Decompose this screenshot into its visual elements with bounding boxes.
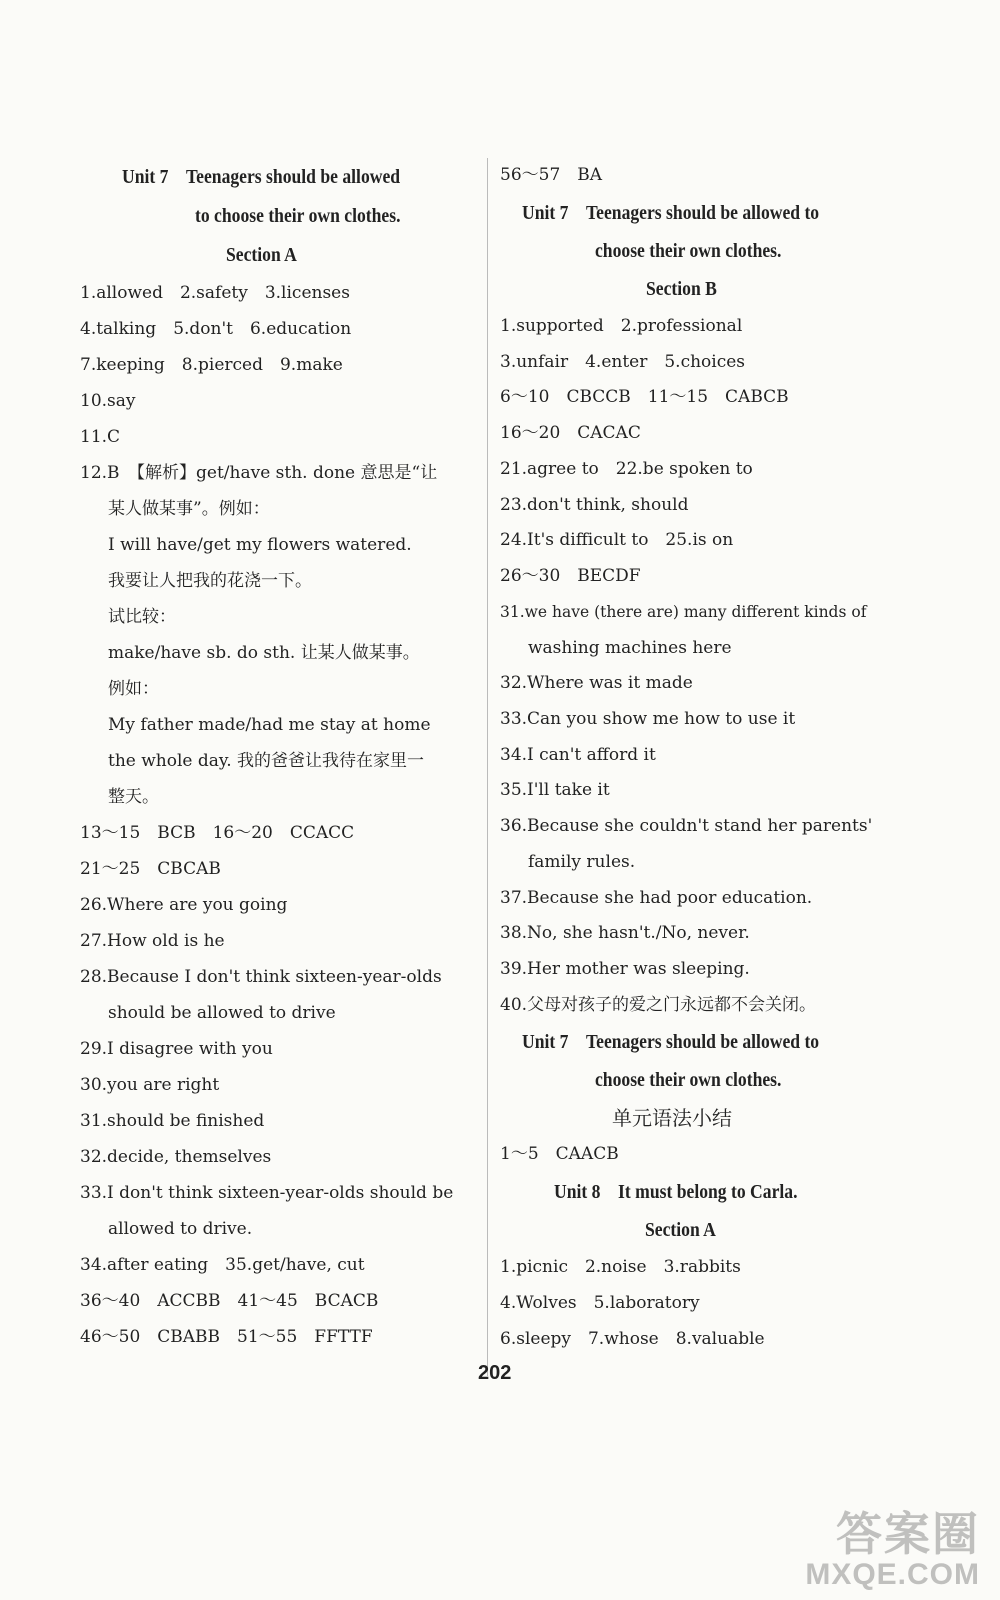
- answer-line: 16～20 CACAC: [500, 423, 641, 443]
- unit8-title: Unit 8 It must belong to Carla.: [554, 1181, 798, 1203]
- answer-line: 3.unfair 4.enter 5.choices: [500, 352, 746, 372]
- answer-line: 例如：: [108, 679, 159, 699]
- unit-title-line2: to choose their own clothes.: [195, 205, 401, 227]
- answer-line: 1～5 CAACB: [500, 1144, 619, 1164]
- answer-line: 23.don't think, should: [500, 495, 689, 515]
- watermark-cn: 答案圈: [836, 1508, 980, 1560]
- answer-line: 11.C: [80, 427, 121, 447]
- answer-line: 28.Because I don't think sixteen-year-olds: [80, 967, 442, 987]
- answer-line: family rules.: [528, 852, 636, 872]
- answer-line: 32.Where was it made: [500, 673, 693, 693]
- answer-line: 某人做某事”。例如：: [108, 499, 270, 519]
- answer-line: 34.after eating 35.get/have, cut: [80, 1255, 365, 1275]
- answer-line: 27.How old is he: [80, 931, 225, 951]
- answer-line: 1.allowed 2.safety 3.licenses: [80, 283, 350, 303]
- answer-line: 40.父母对孩子的爱之门永远都不会关闭。: [500, 995, 817, 1015]
- answer-line: 39.Her mother was sleeping.: [500, 959, 750, 979]
- unit-title-line2: choose their own clothes.: [595, 1069, 782, 1091]
- answer-line: 6～10 CBCCB 11～15 CABCB: [500, 387, 789, 407]
- unit-title-line1: Unit 7 Teenagers should be allowed to: [522, 202, 820, 224]
- grammar-summary-heading: 单元语法小结: [612, 1106, 732, 1130]
- unit-title-line1: Unit 7 Teenagers should be allowed to: [522, 1031, 820, 1053]
- answer-line: My father made/had me stay at home: [108, 715, 431, 735]
- answer-line: 32.decide, themselves: [80, 1147, 272, 1167]
- answer-line: 我要让人把我的花浇一下。: [108, 571, 312, 591]
- answer-line: 4.talking 5.don't 6.education: [80, 319, 352, 339]
- answer-line: 38.No, she hasn't./No, never.: [500, 923, 750, 943]
- answer-line: 33.I don't think sixteen-year-olds should be: [80, 1183, 454, 1203]
- answer-line: 46～50 CBABB 51～55 FFTTF: [80, 1327, 373, 1347]
- answer-line: 6.sleepy 7.whose 8.valuable: [500, 1329, 765, 1349]
- section-heading: Section B: [646, 278, 717, 300]
- answer-line: allowed to drive.: [108, 1219, 253, 1239]
- answer-line: 29.I disagree with you: [80, 1039, 273, 1059]
- answer-line: 31.we have (there are) many different kinds of: [500, 603, 867, 621]
- answer-line: 1.supported 2.professional: [500, 316, 743, 336]
- answer-line: 10.say: [80, 391, 136, 411]
- answer-line: 33.Can you show me how to use it: [500, 709, 796, 729]
- unit-title-line1: Unit 7 Teenagers should be allowed: [122, 166, 401, 188]
- answer-line: 试比较：: [108, 607, 176, 627]
- watermark-en: MXQE.COM: [805, 1558, 980, 1591]
- page-number: 202: [478, 1362, 512, 1384]
- answer-line: 1.picnic 2.noise 3.rabbits: [500, 1257, 741, 1277]
- answer-line: 34.I can't afford it: [500, 745, 656, 765]
- answer-line: 21.agree to 22.be spoken to: [500, 459, 753, 479]
- answer-line: should be allowed to drive: [108, 1003, 336, 1023]
- section-heading: Section A: [645, 1219, 716, 1241]
- answer-line: 12.B 【解析】get/have sth. done 意思是“让: [80, 463, 438, 483]
- answer-line: 24.It's difficult to 25.is on: [500, 530, 734, 550]
- answer-line: 37.Because she had poor education.: [500, 888, 813, 908]
- answer-line: 26.Where are you going: [80, 895, 288, 915]
- answer-line: the whole day. 我的爸爸让我待在家里一: [108, 751, 425, 771]
- answer-line: 13～15 BCB 16～20 CCACC: [80, 823, 355, 843]
- column-divider: [487, 158, 488, 1376]
- section-heading: Section A: [226, 244, 297, 266]
- answer-line: 21～25 CBCAB: [80, 859, 221, 879]
- answer-line: 36.Because she couldn't stand her parents': [500, 816, 873, 836]
- answer-line: 56～57 BA: [500, 165, 603, 185]
- answer-line: 4.Wolves 5.laboratory: [500, 1293, 700, 1313]
- answer-line: 35.I'll take it: [500, 780, 610, 800]
- answer-line: 31.should be finished: [80, 1111, 265, 1131]
- answer-line: make/have sb. do sth. 让某人做某事。: [108, 643, 420, 663]
- answer-line: washing machines here: [528, 638, 732, 658]
- unit-title-line2: choose their own clothes.: [595, 240, 782, 262]
- answer-line: 整天。: [108, 787, 159, 807]
- answer-line: 26～30 BECDF: [500, 566, 641, 586]
- answer-line: 30.you are right: [80, 1075, 220, 1095]
- answer-line: 7.keeping 8.pierced 9.make: [80, 355, 343, 375]
- watermark-logo: [805, 1498, 980, 1592]
- answer-line: 36～40 ACCBB 41～45 BCACB: [80, 1291, 379, 1311]
- answer-line: I will have/get my flowers watered.: [108, 535, 412, 555]
